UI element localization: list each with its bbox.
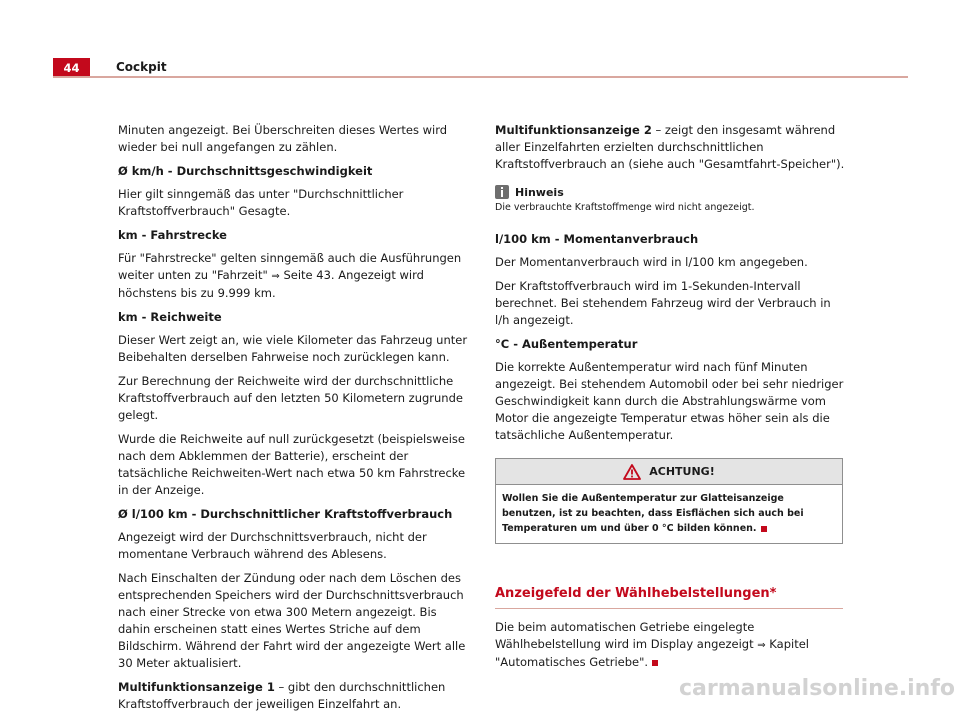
- reference-arrow-icon: ⇒: [757, 640, 766, 651]
- mfa2-text: – zeigt den insgesamt während aller Einzelfahrten erzielten durchschnittlichen Kraftstoffverbrauch an (siehe auch "Gesamtfahrt-Speicher").: [495, 123, 845, 171]
- mfa1-label: Multifunktionsanzeige 1: [118, 680, 275, 694]
- hinweis-header: [495, 185, 845, 199]
- mfa2-label: Multifunktionsanzeige 2: [495, 123, 652, 137]
- end-marker-icon: [761, 526, 767, 532]
- avg-speed-paragraph: Hier gilt sinngemäß das unter "Durchschnittlicher Kraftstoffverbrauch" Gesagte.: [118, 187, 404, 218]
- section-title: Cockpit: [116, 60, 167, 74]
- header-rule: [53, 76, 908, 78]
- hinweis-note: [495, 185, 845, 215]
- warning-title: ACHTUNG!: [649, 465, 715, 478]
- watermark: carmanualsonline.info: [679, 676, 955, 701]
- warning-header: [496, 459, 842, 485]
- intro-paragraph: Minuten angezeigt. Bei Überschreiten dieses Wertes wird wieder bei null angefangen zu zählen.: [118, 123, 448, 154]
- gear-text-2: Kapitel "Automatisches Getriebe".: [495, 637, 809, 669]
- current-paragraph-1: Der Momentanverbrauch wird in l/100 km angegeben.: [495, 255, 808, 269]
- left-column: [118, 122, 468, 720]
- distance-text-1: Für "Fahrstrecke" gelten sinngemäß auch die Ausführungen weiter unten zu "Fahrzeit": [118, 251, 462, 282]
- gear-paragraph: [495, 619, 845, 671]
- gear-heading-rule: [495, 608, 843, 609]
- temperature-paragraph: Die korrekte Außentemperatur wird nach fünf Minuten angezeigt. Bei stehendem Automobil oder bei sehr niedriger Geschwindigkeit kann durch die Abstrahlungswärme vom Motor die angezeigte Temperatur etwas höher sein als die tatsächliche Außentemperatur.: [495, 360, 844, 442]
- warning-text-container: [496, 485, 842, 543]
- avg-consumption-paragraph-1: Angezeigt wird der Durchschnittsverbrauch, nicht der momentane Verbrauch während des Ablesens.: [118, 530, 427, 561]
- note-icon: [495, 185, 509, 199]
- distance-paragraph: [118, 250, 468, 302]
- hinweis-text: Die verbrauchte Kraftstoffmenge wird nicht angezeigt.: [495, 202, 755, 213]
- heading-temperature: °C - Außentemperatur: [495, 337, 638, 351]
- range-paragraph-1: Dieser Wert zeigt an, wie viele Kilometer das Fahrzeug unter Beibehalten derselben Fahrweise noch zurücklegen kann.: [118, 333, 468, 364]
- current-paragraph-2: Der Kraftstoffverbrauch wird im 1-Sekunden-Intervall berechnet. Bei stehendem Fahrzeug wird der Verbrauch in l/h angezeigt.: [495, 279, 831, 327]
- reference-arrow-icon: ⇒: [271, 271, 280, 282]
- heading-distance: km - Fahrstrecke: [118, 228, 227, 242]
- distance-text-2: Seite 43. Angezeigt wird höchstens bis zu 9.999 km.: [118, 268, 424, 300]
- heading-range: km - Reichweite: [118, 310, 222, 324]
- end-marker-icon: [652, 660, 658, 666]
- page-number: 44: [53, 58, 90, 78]
- heading-avg-speed: Ø km/h - Durchschnittsgeschwindigkeit: [118, 164, 373, 178]
- warning-triangle-icon: [623, 464, 641, 480]
- range-paragraph-2: Zur Berechnung der Reichweite wird der durchschnittliche Kraftstoffverbrauch auf den letzten 50 Kilometern zugrunde gelegt.: [118, 374, 463, 422]
- avg-consumption-paragraph-2: Nach Einschalten der Zündung oder nach dem Löschen des entsprechenden Speichers wird der Durchschnittsverbrauch nach einer Strecke von etwa 300 Metern angezeigt. Bis dahin erscheinen statt eines Wertes Striche auf dem Bildschirm. Während der Fahrt wird der angezeigte Wert alle 30 Meter aktualisiert.: [118, 571, 466, 670]
- heading-current-consumption: l/100 km - Momentanverbrauch: [495, 232, 699, 246]
- gear-text-1: Die beim automatischen Getriebe eingelegte Wählhebelstellung wird im Display angezeigt: [495, 620, 758, 651]
- gear-display-heading: Anzeigefeld der Wählhebelstellungen*: [495, 586, 777, 601]
- range-paragraph-3: Wurde die Reichweite auf null zurückgesetzt (beispielsweise nach dem Abklemmen der Batterie), erscheint der tatsächliche Reichweiten-Wert nach etwa 50 km Fahrstrecke in der Anzeige.: [118, 432, 466, 497]
- mfa1-text: – gibt den durchschnittlichen Kraftstoffverbrauch der jeweiligen Einzelfahrt an.: [118, 680, 446, 711]
- right-column: [495, 122, 845, 678]
- mfa2-paragraph: [495, 122, 845, 173]
- hinweis-title: Hinweis: [515, 185, 564, 199]
- warning-text: Wollen Sie die Außentemperatur zur Glatteisanzeige benutzen, ist zu beachten, dass Eisflächen sich auch bei Temperaturen um und über 0 °C bilden können.: [502, 493, 804, 534]
- warning-box: [495, 458, 843, 544]
- heading-avg-consumption: Ø l/100 km - Durchschnittlicher Kraftstoffverbrauch: [118, 507, 453, 521]
